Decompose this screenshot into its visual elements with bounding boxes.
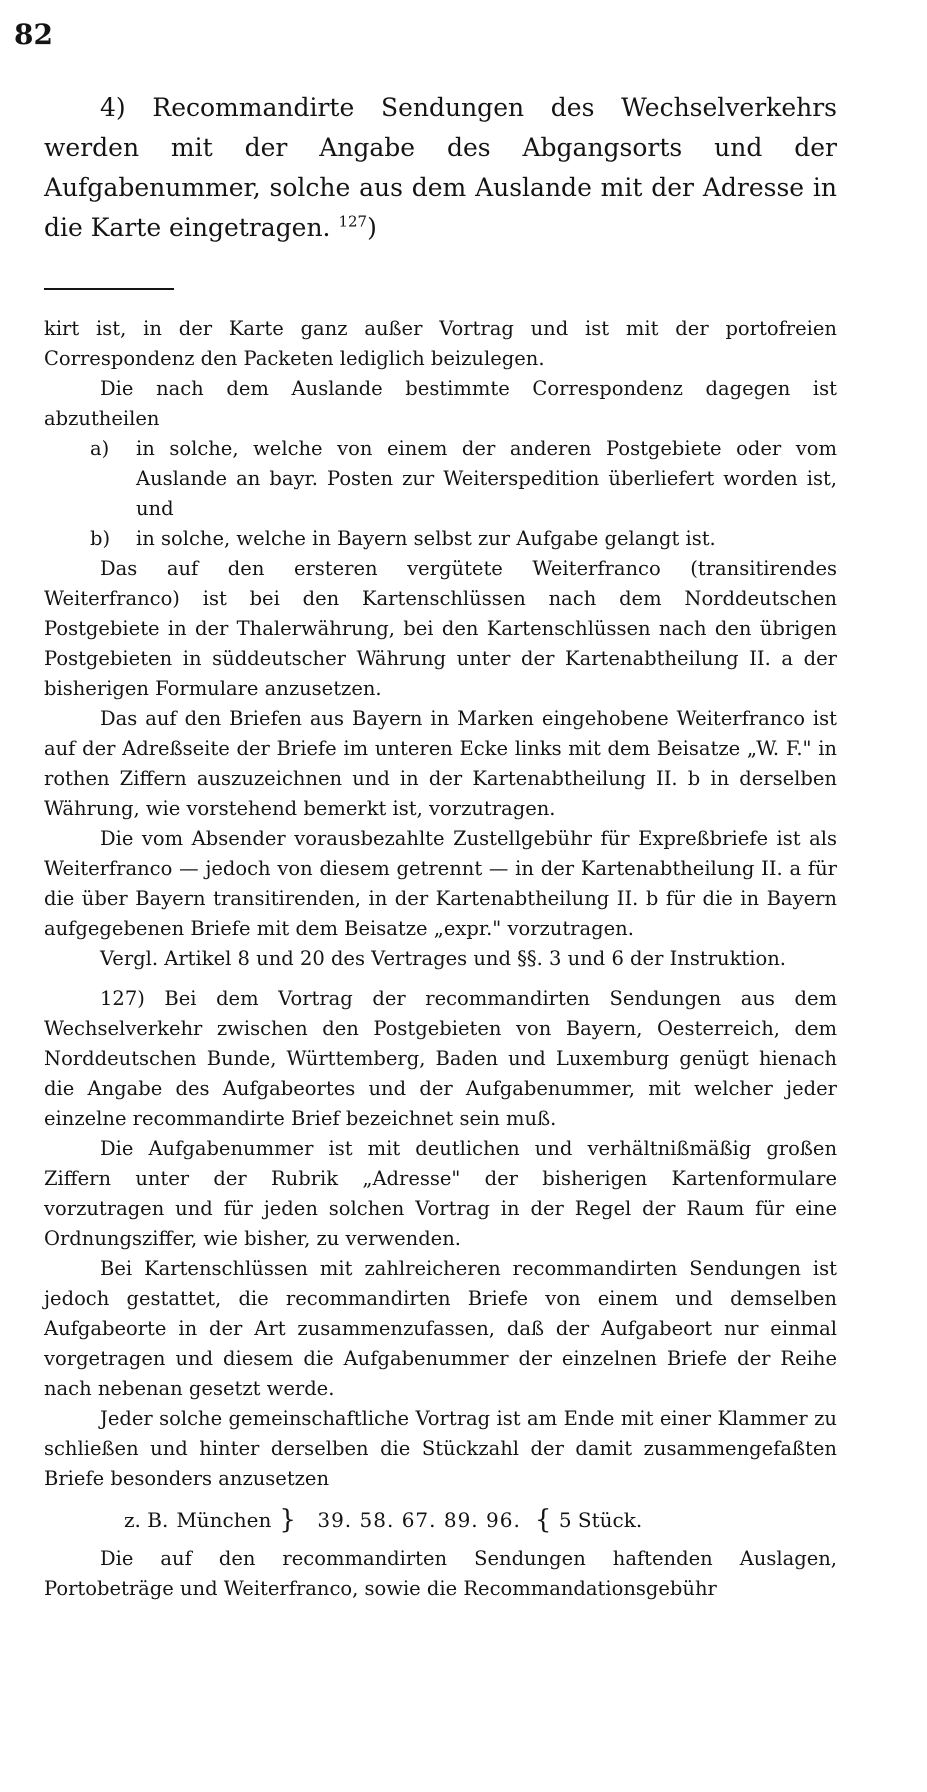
main-paragraph-text: 4) Recommandirte Sendungen des Wechselverkehrs werden mit der Angabe des Abgangsorts und der Aufgabenummer, solche aus dem Auslande mit der Adresse in die Karte eingetragen. bbox=[44, 93, 837, 242]
main-paragraph bbox=[44, 88, 837, 248]
example-prefix: z. B. bbox=[124, 1508, 169, 1532]
footnote-list-item bbox=[90, 434, 837, 524]
footnote-cont-paragraph: Das auf den ersteren vergütete Weiterfranco (transitirendes Weiterfranco) ist bei den Kartenschlüssen nach dem Norddeutschen Postgebiete in der Thalerwährung, bei den Kartenschlüssen nach den übrigen Postgebieten in süddeutscher Währung unter der Kartenabtheilung II. a der bisherigen Formulare anzusetzen. bbox=[44, 557, 837, 700]
page-number: 82 bbox=[14, 18, 53, 51]
list-item-label: b) bbox=[90, 527, 111, 550]
footnote-127-paragraph: Die Aufgabenummer ist mit deutlichen und verhältnißmäßig großen Ziffern unter der Rubrik „Adresse" der bisherigen Kartenformulare vorzutragen und für jeden solchen Vortrag in der Regel der Raum für eine Ordnungsziffer, wie bisher, zu verwenden. bbox=[44, 1137, 837, 1250]
footnote-reference-closing: ) bbox=[367, 213, 377, 242]
footnote-reference: 127 bbox=[338, 212, 368, 231]
brace-icon: } bbox=[279, 1505, 296, 1535]
footnote-127-paragraph: Jeder solche gemeinschaftliche Vortrag ist am Ende mit einer Klammer zu schließen und hinter derselben die Stückzahl der damit zusammengefaßten Briefe besonders anzusetzen bbox=[44, 1407, 837, 1490]
list-item-text: in solche, welche von einem der anderen Postgebiete oder vom Auslande an bayr. Posten zur Weiterspedition überliefert worden ist, und bbox=[136, 437, 837, 520]
footnote-127-paragraph: Bei Kartenschlüssen mit zahlreicheren recommandirten Sendungen ist jedoch gestattet, die recommandirten Briefe von einem und demselben Aufgabeorte in der Art zusammenzufassen, daß der Aufgabeort nur einmal vorgetragen und diesem die Aufgabenummer der einzelnen Briefe der Reihe nach nebenan gesetzt werde. bbox=[44, 1257, 837, 1400]
brace-icon: { bbox=[534, 1505, 552, 1535]
footnote-cont-paragraph: Die nach dem Auslande bestimmte Correspondenz dagegen ist abzutheilen bbox=[44, 377, 837, 430]
footnote-cont-paragraph: Das auf den Briefen aus Bayern in Marken eingehobene Weiterfranco ist auf der Adreßseite der Briefe im unteren Ecke links mit dem Beisatze „W. F." in rothen Ziffern auszuzeichnen und in der Kartenabtheilung II. b in derselben Währung, wie vorstehend bemerkt ist, vorzutragen. bbox=[44, 707, 837, 820]
list-item-label: a) bbox=[90, 437, 110, 460]
footnote-divider bbox=[44, 288, 174, 290]
footnote-continuation bbox=[44, 314, 837, 974]
footnote-127 bbox=[44, 984, 837, 1604]
example-numbers: 39. 58. 67. 89. 96. bbox=[317, 1508, 521, 1532]
footnote-cont-paragraph: Die vom Absender vorausbezahlte Zustellgebühr für Expreßbriefe ist als Weiterfranco — jedoch von diesem getrennt — in der Kartenabtheilung II. a für die über Bayern transitirenden, in der Kartenabtheilung II. b für die in Bayern aufgegebenen Briefe mit dem Beisatze „expr." vorzutragen. bbox=[44, 827, 837, 940]
example-line bbox=[124, 1502, 837, 1538]
example-count: 5 Stück. bbox=[558, 1508, 643, 1532]
footnote-cont-paragraph: kirt ist, in der Karte ganz außer Vortrag und ist mit der portofreien Correspondenz den Packeten lediglich beizulegen. bbox=[44, 317, 837, 370]
footnote-127-paragraph: 127) Bei dem Vortrag der recommandirten Sendungen aus dem Wechselverkehr zwischen den Postgebieten von Bayern, Oesterreich, dem Norddeutschen Bunde, Württemberg, Baden und Luxemburg genügt hienach die Angabe des Aufgabeortes und der Aufgabenummer, mit welcher jeder einzelne recommandirte Brief bezeichnet sein muß. bbox=[44, 987, 837, 1130]
spacer bbox=[44, 974, 837, 984]
list-item-text: in solche, welche in Bayern selbst zur Aufgabe gelangt ist. bbox=[136, 527, 716, 550]
footnote-list-item bbox=[90, 524, 837, 554]
footnote-cont-paragraph: Vergl. Artikel 8 und 20 des Vertrages und §§. 3 und 6 der Instruktion. bbox=[100, 947, 786, 970]
example-place: München bbox=[176, 1508, 272, 1532]
footnote-127-paragraph: Die auf den recommandirten Sendungen haftenden Auslagen, Portobeträge und Weiterfranco, sowie die Recommandationsgebühr bbox=[44, 1547, 837, 1600]
